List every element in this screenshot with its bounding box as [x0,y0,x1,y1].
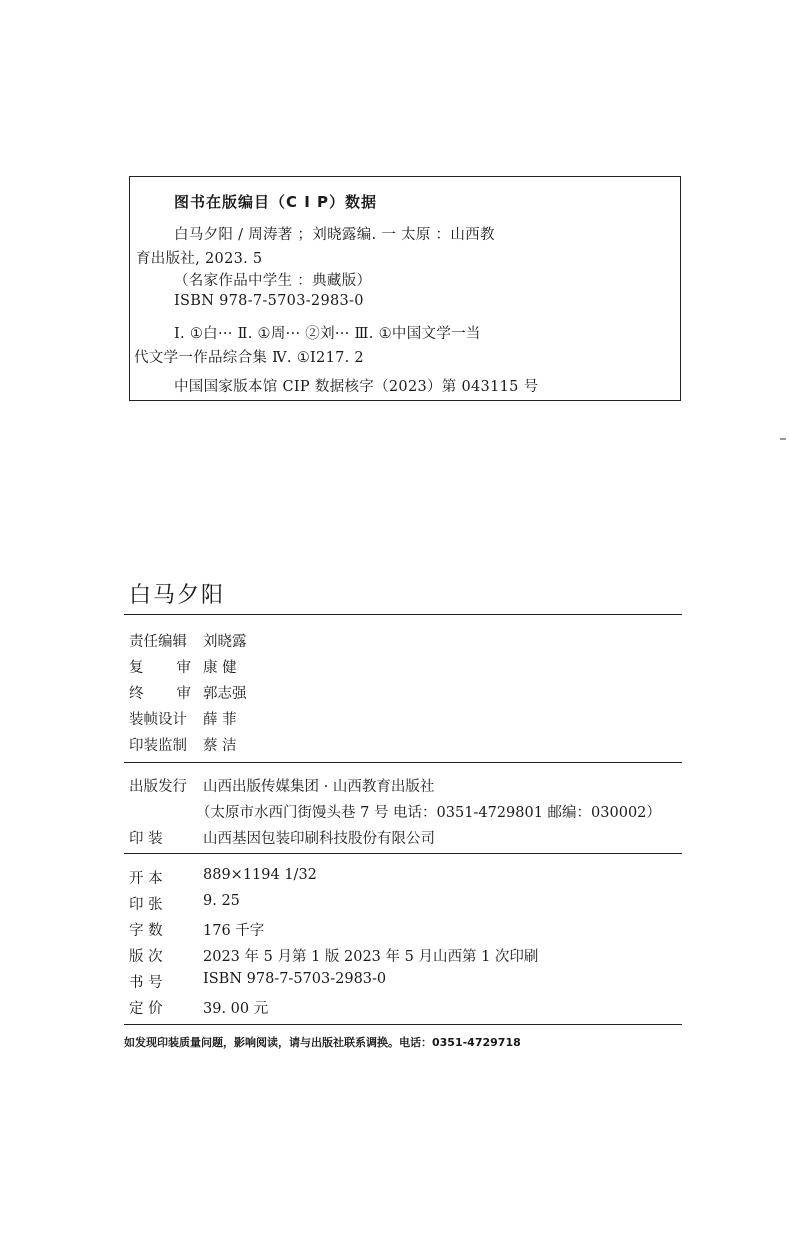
spec-label-edition: 版 次 [129,949,163,965]
publisher-label: 出版发行 [129,779,187,795]
cip-line-1: 白马夕阳 / 周涛著 ；刘晓露编. 一 太原 ：山西教 [174,227,495,243]
spec-label-isbn: 书 号 [129,975,163,991]
cip-line-5: Ⅰ. ①白··· Ⅱ. ①周··· ②刘··· Ⅲ. ①中国文学一当 [174,326,481,342]
cip-record-number: 中国国家版本馆 CIP 数据核字（2023）第 043115 号 [174,379,539,395]
spec-label-format: 开 本 [129,871,163,887]
divider-2 [124,762,682,763]
staff-label-editor: 责任编辑 [129,634,187,650]
cip-data-box [129,176,681,401]
staff-value-review: 康 健 [203,660,237,676]
staff-value-design: 薛 菲 [203,712,237,728]
staff-label-design: 装帧设计 [129,712,187,728]
spec-value-price: 39. 00 元 [203,1001,269,1017]
printer-label: 印 装 [129,831,163,847]
spec-value-sheets: 9. 25 [203,893,240,909]
staff-label-review: 复 审 [129,660,191,676]
divider-1 [124,614,682,615]
cip-line-2: 育出版社, 2023. 5 [136,251,263,267]
cip-isbn: ISBN 978-7-5703-2983-0 [174,293,364,309]
publisher-address: （太原市水西门街馒头巷 7 号 电话：0351-4729801 邮编：030002） [196,805,661,821]
scan-speck [780,438,786,440]
cip-title: 图书在版编目（C I P）数据 [174,193,378,211]
spec-label-sheets: 印 张 [129,897,163,913]
staff-label-print-supervisor: 印装监制 [129,738,187,754]
staff-value-print-supervisor: 蔡 洁 [203,738,237,754]
spec-value-wordcount: 176 千字 [203,923,265,939]
staff-value-editor: 刘晓露 [203,634,247,650]
divider-4 [124,1024,682,1025]
spec-value-edition: 2023 年 5 月第 1 版 2023 年 5 月山西第 1 次印刷 [203,949,539,965]
divider-3 [124,853,682,854]
spec-value-isbn: ISBN 978-7-5703-2983-0 [203,971,387,987]
spec-value-format: 889×1194 1/32 [203,867,317,883]
staff-value-final: 郭志强 [203,686,247,702]
cip-line-3: （名家作品中学生 ：典藏版） [174,273,372,289]
printer-value: 山西基因包装印刷科技股份有限公司 [203,831,435,847]
spec-label-wordcount: 字 数 [129,923,163,939]
publisher-value: 山西出版传媒集团 · 山西教育出版社 [203,779,435,795]
book-title: 白马夕阳 [129,583,226,608]
quality-notice: 如发现印装质量问题，影响阅读，请与出版社联系调换。电话：0351-4729718 [124,1036,521,1049]
staff-label-final: 终 审 [129,686,191,702]
cip-line-6: 代文学一作品综合集 Ⅳ. ①I217. 2 [134,350,364,366]
spec-label-price: 定 价 [129,1001,163,1017]
